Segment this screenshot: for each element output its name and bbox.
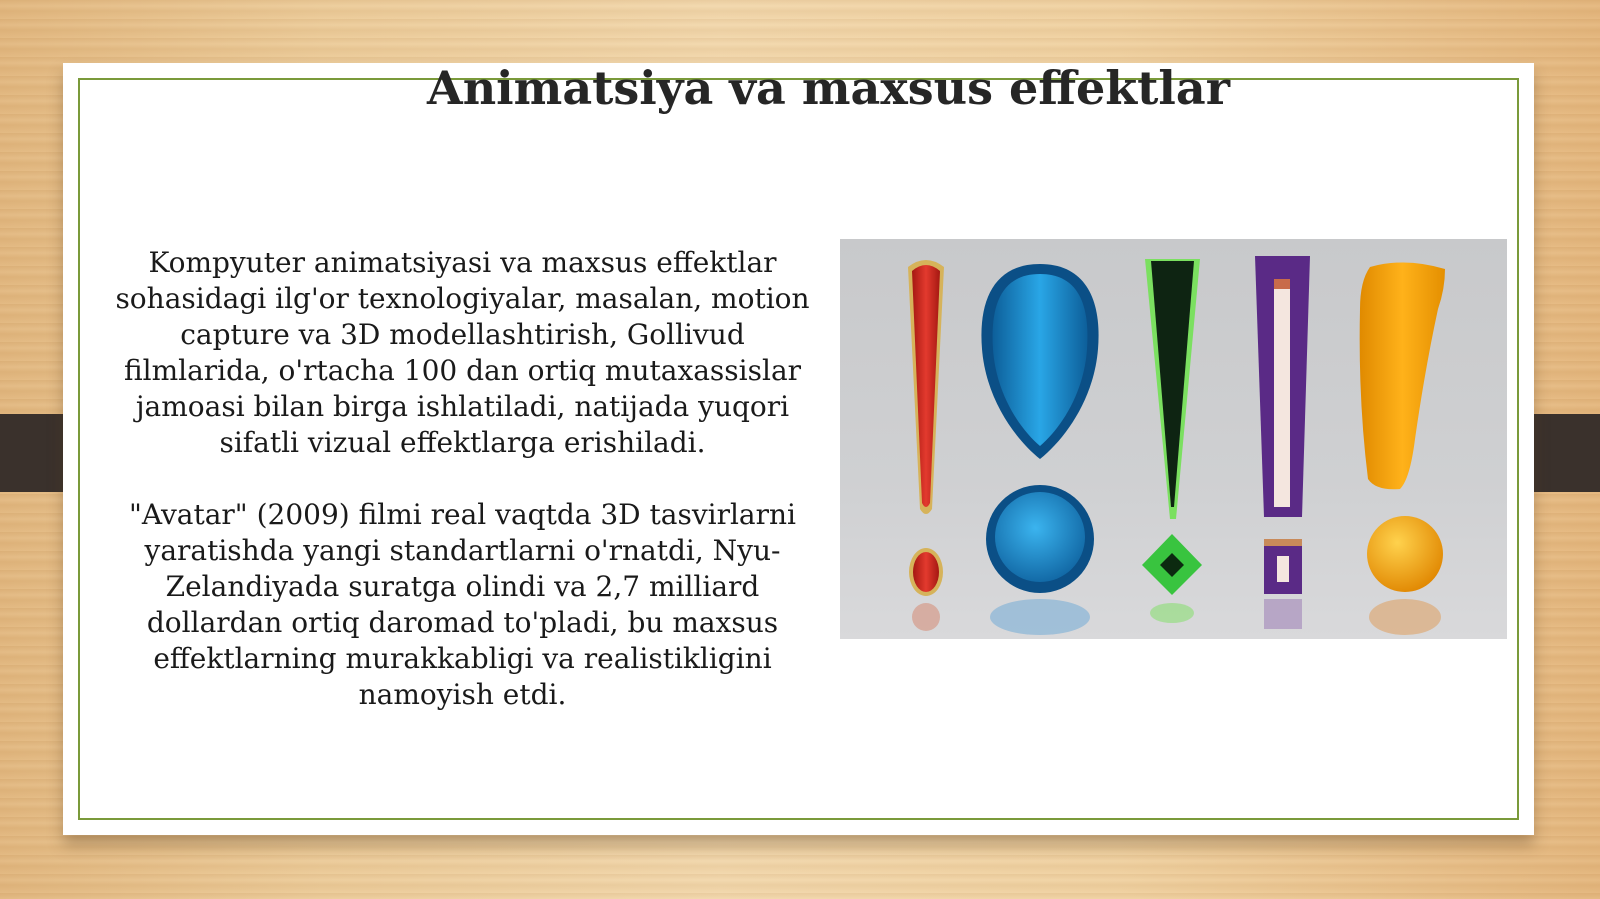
blue-exclamation-icon bbox=[981, 264, 1098, 635]
orange-exclamation-icon bbox=[1360, 262, 1445, 635]
slide-body-text bbox=[105, 245, 820, 713]
green-exclamation-icon bbox=[1142, 259, 1202, 623]
exclamation-marks-icon bbox=[840, 239, 1507, 639]
slide-card bbox=[63, 63, 1534, 835]
slide-title: Animatsiya va maxsus effektlar bbox=[427, 61, 1230, 115]
body-paragraph-1: Kompyuter animatsiyasi va maxsus effektlar sohasidagi ilg'or texnologiyalar, masalan, motion capture va 3D modellashtirish, Gollivud filmlarida, o'rtacha 100 dan ortiq mutaxassislar jamoasi bilan birga ishlatiladi, natijada yuqori sifatli vizual effektlarga erishiladi. bbox=[115, 246, 810, 459]
red-exclamation-icon bbox=[908, 260, 944, 631]
exclamation-marks-image bbox=[840, 239, 1507, 639]
body-paragraph-2: "Avatar" (2009) filmi real vaqtda 3D tasvirlarni yaratishda yangi standartlarni o'rnatdi, Nyu-Zelandiyada suratga olindi va 2,7 milliard dollardan ortiq daromad to'pladi, bu maxsus effektlarning murakkabligi va realistikligini namoyish etdi. bbox=[129, 498, 796, 711]
purple-exclamation-icon bbox=[1255, 256, 1310, 629]
